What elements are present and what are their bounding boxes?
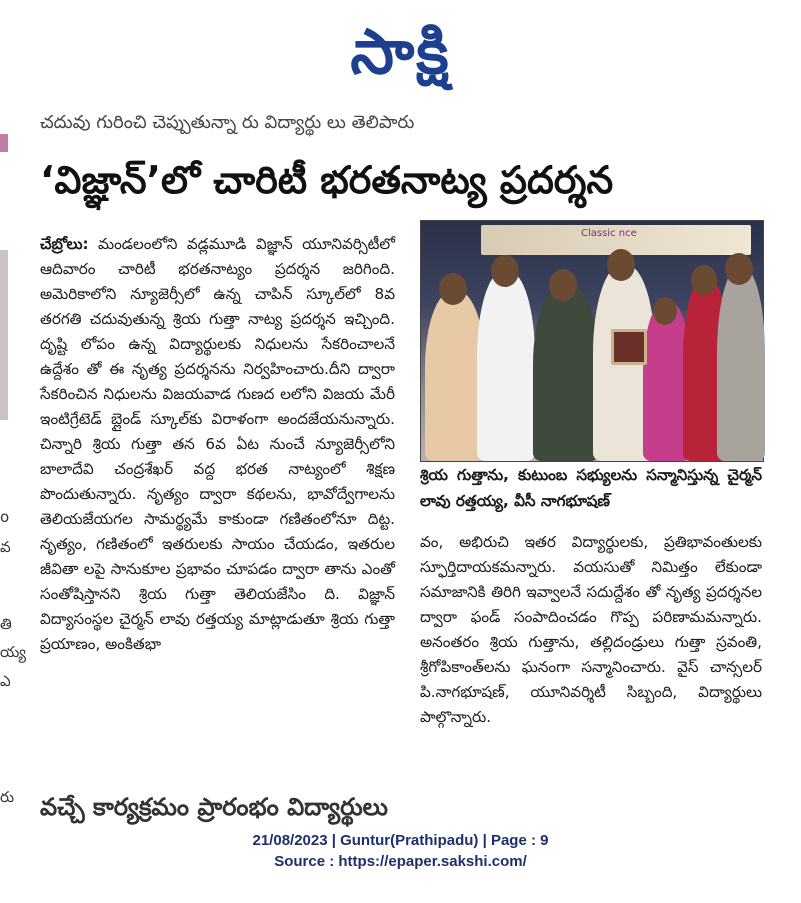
person-head bbox=[653, 297, 677, 325]
article-body-left bbox=[40, 232, 395, 657]
source-link: Source : https://epaper.sakshi.com/ bbox=[274, 853, 527, 870]
adjacent-text-fragment: రు bbox=[0, 788, 15, 806]
cut-off-text-top: చదువు గురించి చెప్పుతున్నా రు విద్యార్థు లు తెలిపారు bbox=[40, 112, 415, 133]
photo-caption: శ్రియ గుత్తాను, కుటుంబ సభ్యులను సన్మానిస్తున్న చైర్మన్ లావు రత్తయ్య, వీసీ నాగభూషణ్ bbox=[420, 466, 762, 510]
person-figure bbox=[533, 285, 599, 461]
memento-plaque bbox=[611, 329, 647, 365]
article-photo bbox=[420, 220, 764, 462]
article-body-right bbox=[420, 530, 762, 730]
adjacent-photo-fragment bbox=[0, 134, 8, 152]
person-head bbox=[549, 269, 577, 301]
person-head bbox=[607, 249, 635, 281]
article-headline: ‘విజ్ఞాన్’లో చారిటీ భరతనాట్య ప్రదర్శన bbox=[40, 158, 614, 202]
person-head bbox=[439, 273, 467, 305]
dateline: చేబ్రోలు: bbox=[40, 235, 89, 253]
adjacent-column-strip bbox=[0, 120, 26, 810]
cut-off-text-bottom: వచ్చే కార్యక్రమం ప్రారంభం విద్యార్థులు bbox=[40, 793, 388, 821]
adjacent-text-fragment: వ bbox=[0, 538, 11, 556]
adjacent-text-fragment: తి bbox=[0, 615, 12, 633]
photo-backdrop-banner: Classic nce bbox=[481, 225, 751, 255]
date-edition-page: 21/08/2023 | Guntur(Prathipadu) | Page : 9 bbox=[252, 832, 549, 849]
adjacent-photo-fragment bbox=[0, 250, 8, 420]
person-head bbox=[491, 255, 519, 287]
body-paragraph bbox=[40, 232, 395, 657]
adjacent-text-fragment: o bbox=[0, 508, 10, 526]
body-paragraph: వం, అభిరుచి ఇతర విద్యార్థులకు, ప్రతిభావంతులకు స్ఫూర్తిదాయకమన్నారు. వయసుతో నిమిత్తం లేకుండా సమాజానికి తిరిగి ఇవ్వాలనే సదుద్దేశం తో నృత్య ప్రదర్శనల ద్వారా ఫండ్ సంపాదించడం గొప్ప పరిణామమన్నారు. అనంతరం శ్రియ గుత్తాను, తల్లిదండ్రులు గుత్తా స్రవంతి, శ్రీగోపికాంత్‌లను ఘనంగా సన్మానించారు. వైస్ చాన్సలర్ పి.నాగభూషణ్, యూనివర్శిటీ సిబ్బంది, విద్యార్థులు పాల్గొన్నారు. bbox=[420, 533, 762, 726]
adjacent-text-fragment: ఎ bbox=[0, 672, 11, 690]
source-footer bbox=[0, 830, 801, 872]
person-figure bbox=[717, 267, 765, 461]
person-figure bbox=[477, 271, 535, 461]
person-head bbox=[691, 265, 717, 295]
masthead bbox=[0, 10, 801, 94]
body-text: మండలంలోని వడ్లమూడి విజ్ఞాన్ యూనివర్సిటీలో ఆదివారం చారిటీ భరతనాట్యం ప్రదర్శన జరిగింది. అమెరికాలోని న్యూజెర్సీలో ఉన్న చాపిన్ స్కూల్‌లో 8వ తరగతి చదువుతున్న శ్రియ గుత్తా నాట్య ప్రదర్శన ఇచ్చింది. దృష్టి లోపం ఉన్న విద్యార్థులకు నిధులను సేకరించాలనే ఉద్దేశం తో ఈ నృత్య ప్రదర్శనను నిర్వహించారు.దీని ద్వారా సేకరించిన నిధులను విజయవాడ గుణద లలోని విజయ మేరీ ఇంటిగ్రేటెడ్ బ్లైండ్ స్కూల్‌కు విరాళంగా అందజేయనున్నారు. చిన్నారి శ్రియ గుత్తా తన 6వ ఏట నుంచే న్యూజెర్సీలోని బాలాదేవి చంద్రశేఖర్ వద్ద భరత నాట్యంలో శిక్షణ పొందుతున్నారు. నృత్యం ద్వారా కథలను, భావోద్వేగాలను తెలియజేయగల సామర్థ్యమే కాకుండా గణితంలోనూ దిట్ట. నృత్యం, గణితంలో ఇతరులకు సాయం చేయడం, ఇతరుల జీవితా లపై సానుకూల ప్రభావం చూపడం ద్వారా తాను ఎంతో సంతోషిస్తానని శ్రియ గుత్తా తెలియజేసిం ది. విజ్ఞాన్ విద్యాసంస్థల చైర్మన్ లావు రత్తయ్య మాట్లాడుతూ శ్రియ గుత్తా ప్రయాణం, అంకితభా bbox=[40, 235, 396, 653]
person-head bbox=[725, 253, 753, 285]
sakshi-logo: సాక్షి bbox=[350, 15, 451, 88]
newspaper-clipping bbox=[0, 112, 801, 821]
adjacent-text-fragment: య్య bbox=[0, 643, 26, 661]
person-figure bbox=[425, 291, 485, 461]
